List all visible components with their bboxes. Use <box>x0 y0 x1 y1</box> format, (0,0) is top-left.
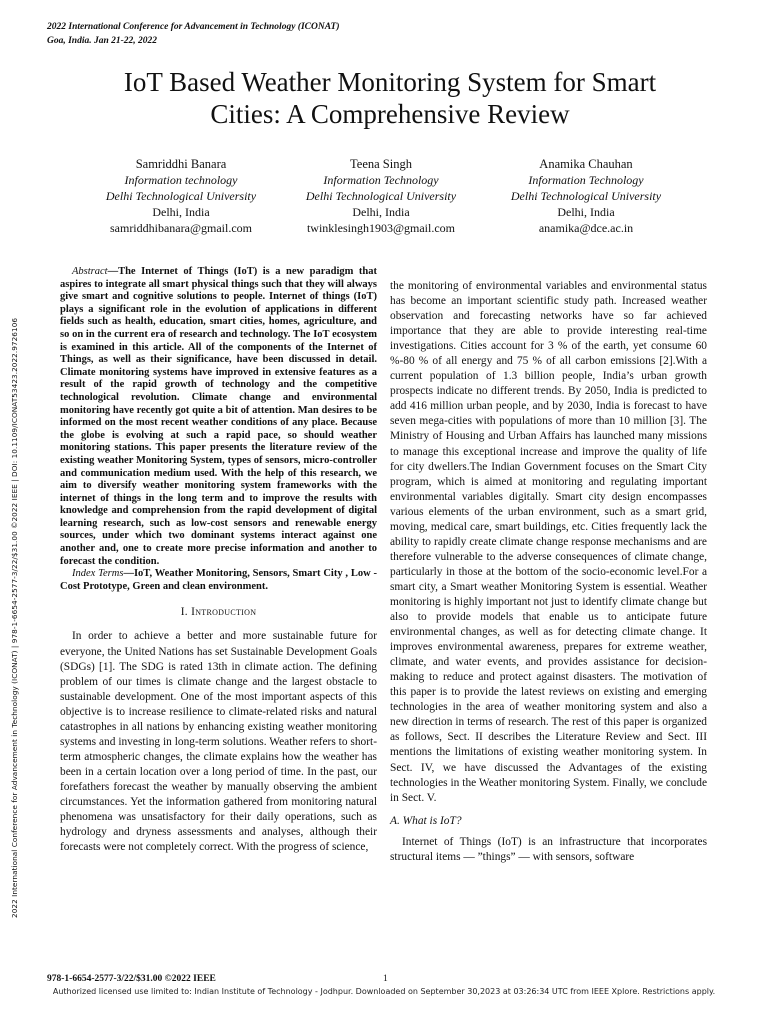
author-organization: Delhi Technological University <box>305 189 457 203</box>
footer-isbn: 978-1-6654-2577-3/22/$31.00 ©2022 IEEE <box>47 974 216 984</box>
author-department: Information Technology <box>323 173 439 187</box>
section-heading-introduction: I. Introduction <box>180 606 257 619</box>
left-column <box>60 266 377 855</box>
page-number: 1 <box>383 974 388 984</box>
subsection-heading-what-is-iot: A. What is IoT? <box>390 814 462 827</box>
author-location: Delhi, India <box>152 205 210 219</box>
iot-paragraph: Internet of Things (IoT) is an infrastructure that incorporates structural items — ”things” — with sensors, software <box>390 835 707 863</box>
right-column <box>390 279 707 865</box>
license-notice: Authorized licensed use limited to: Indian Institute of Technology - Jodhpur. Downloaded on September 30,2023 at 03:26:34 UTC from IEEE Xplore. Restrictions apply. <box>52 987 716 996</box>
author-block-3 <box>471 156 701 236</box>
author-name: Anamika Chauhan <box>539 157 633 171</box>
conference-location: Goa, India. Jan 21-22, 2022 <box>47 36 158 46</box>
author-name: Samriddhi Banara <box>135 157 227 171</box>
author-block-1 <box>66 156 296 236</box>
intro-paragraph-1: In order to achieve a better and more sustainable future for everyone, the United Nations has set Sustainable Development Goals (SDGs) [1]. The SDG is rated 13th in climate action. The defining problem of our times is climate change and the largest obstacle to sustainable development. One of the most important aspects of this objective is to increase resilience to climate-related risks and natural catastrophes in all nations by enhancing existing weather monitoring systems and investing in long-term solutions. Weather refers to short-term atmospheric changes, the climate explains how the weather has been in a certain location over a long period of time. In the past, our forefathers forecast the weather by manually observing the ambient circumstances. Yet the information gathered from monitoring natural phenomena was unsatisfactory for their daily operations, such as hydrology and dryness assessments and analyses, although their forecasts were not completely correct. With the progress of science, <box>60 630 377 854</box>
author-organization: Delhi Technological University <box>105 189 257 203</box>
author-name: Teena Singh <box>350 157 412 171</box>
author-department: Information technology <box>124 173 238 187</box>
author-block-2 <box>266 156 496 236</box>
index-terms-text: —IoT, Weather Monitoring, Sensors, Smart City , Low -Cost Prototype, Green and clean environment. <box>60 568 378 592</box>
index-terms <box>60 568 377 593</box>
conference-name: 2022 International Conference for Advancement in Technology (ICONAT) <box>47 22 340 32</box>
author-email: samriddhibanara@gmail.com <box>109 221 252 235</box>
abstract-label: Abstract <box>72 266 108 277</box>
author-email: twinklesingh1903@gmail.com <box>306 221 456 235</box>
author-location: Delhi, India <box>557 205 615 219</box>
author-organization: Delhi Technological University <box>510 189 662 203</box>
abstract <box>60 266 377 568</box>
intro-paragraph-2: the monitoring of environmental variables and environmental status has become an important scientific study path. Increased weather observation and forecasting networks have so far achieved importance that they are able to provide interesting real-time investigations. Cities account for 3 % of the earth, yet consume 60 %-80 % of all energy and 75 % of all carbon emissions [2].With a current population of 1.3 billion people, India’s urban growth prospects indicate no different trends. By 2050, India is predicted to add 416 million urban people, and by 2030, India is forecast to have seven mega-cities with populations of more than 10 million [3]. The Ministry of Housing and Urban Affairs has launched many missions to manage this exceptional increase and improve the quality of life for city dwellers.The Indian Government focuses on the Smart City program, which is aimed at monitoring and regulating important environmental variables digitally. Smart city design encompasses various elements of the urban environment, such as a smart grid, moving, medical care, smart buildings, etc. Cities frequently lack the ability to rapidly create climate change response mechanisms and are therefore vulnerable to the adverse consequences of climate change, particularly in those at the bottom of the socio-economic level.For a smart city, a Smart weather Monitoring System is essential. Weather monitoring is highly important not just to identify climate change but also to provide models that enable us to anticipate future environmental changes, as well as for detecting climate change. It improves environmental awareness, prepares for extreme weather, climate, and water events, and provides assistance for decision-making to reduce and protect against disasters. The motivation of this paper is to provide the latest reviews on existing and emerging technologies in the area of weather monitoring system and also a new direction in terms of research. The rest of this paper is organized as follows, Sect. II describes the Literature Review and Sect. III mentions the limitations of existing weather monitoring system. In Sect. IV, we have discussed the Advantages of the existing technologies in the Weather monitoring System. Finally, we conclude in Sect. V. <box>390 280 707 804</box>
index-terms-label: Index Terms <box>72 568 124 580</box>
title-line-2: Cities: A Comprehensive Review <box>210 99 570 129</box>
paper-title <box>40 66 740 130</box>
abstract-text: —The Internet of Things (IoT) is a new paradigm that aspires to integrate all smart physical things such that they will always give smart and cognitive solutions to people. Internet of things (IoT) plays a significant role in the evolution of applications in different fields such as health, education, smart cities, homes, agriculture, and so on in the current era of research and technology. The IoT ecosystem is examined in this article. All of the components of the Internet of Things, as well as their significance, have been discussed in detail. Climate monitoring systems have improved in extensive features as a result of the rapid growth of technology and the competitive technological revolution. Climate change and environmental monitoring have recently got quite a bit of attention. Man desires to be informed on the most recent weather conditions of any place. Because the globe is evolving at such a rapid pace, so should weather monitoring stations. This paper presents the literature review of the existing weather Monitoring System, types of sensors, micro-controller and communication medium used. With the help of this research, we aim to diversify weather monitoring system frameworks with the internet of things in the long term and to improve the results with knowledge and comprehension from the rapid development of digital learning research, such as low-cost sensors and renewable energy sources, under which two dominant systems interact against one another and, one to create more precise information and another to forecast the condition. <box>60 266 377 567</box>
title-line-1: IoT Based Weather Monitoring System for Smart <box>123 67 657 97</box>
doi-side-note: 2022 International Conference for Advancement in Technology (ICONAT) | 978-1-6654-2577-3/22/$31.00 ©2022 IEEE | DOI: 10.1109/ICONAT53423.2022.9726106 <box>10 317 19 918</box>
author-department: Information Technology <box>528 173 644 187</box>
author-location: Delhi, India <box>352 205 410 219</box>
author-email: anamika@dce.ac.in <box>538 221 634 235</box>
